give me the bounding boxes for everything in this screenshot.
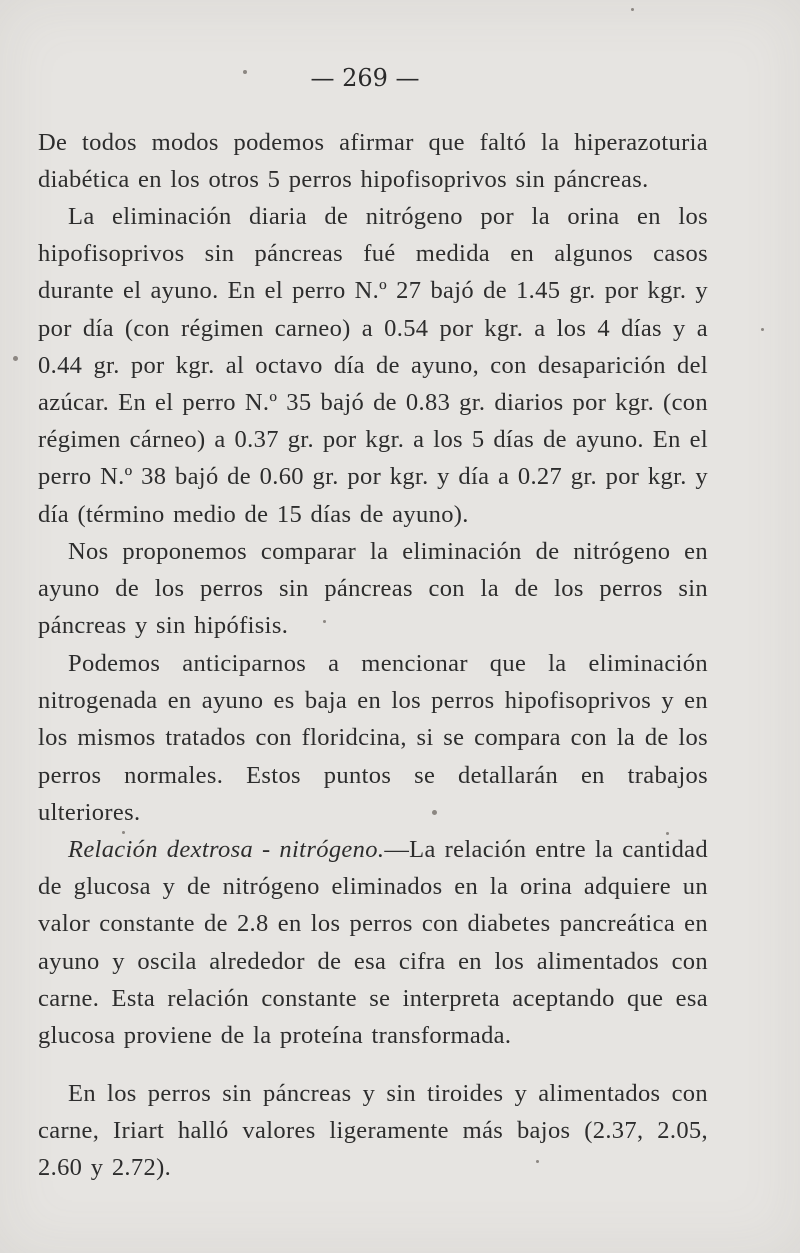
paper-speck [243,70,247,74]
paragraph-1: De todos modos podemos afirmar que faltó la hiperazoturia diabética en los otros 5 perros hipofisoprivos sin páncreas. [38,129,708,194]
paper-speck [432,810,437,815]
paper-speck [631,8,634,11]
paper-speck [536,1160,539,1163]
paragraph-3: Nos proponemos comparar la eliminación de nitrógeno en ayuno de los perros sin páncreas con la de los perros sin páncreas y sin hipófisis. [38,538,708,640]
paragraph-6: En los perros sin páncreas y sin tiroides y alimentados con carne, Iriart halló valores ligeramente más bajos (2.37, 2.05, 2.60 y 2.72). [38,1080,708,1182]
section-heading: Relación dextrosa - nitrógeno. [68,836,385,863]
paragraph-2: La eliminación diaria de nitrógeno por la orina en los hipofisoprivos sin páncreas fué medida en algunos casos durante el ayuno. En el perro N.º 27 bajó de 1.45 gr. por kgr. y por día (con régimen carneo) a 0.54 por kgr. a los 4 días y a 0.44 gr. por kgr. al octavo día de ayuno, con desaparición del azúcar. En el perro N.º 35 bajó de 0.83 gr. diarios por kgr. (con régimen cárneo) a 0.37 gr. por kgr. a los 5 días de ayuno. En el perro N.º 38 bajó de 0.60 gr. por kgr. y día a 0.27 gr. por kgr. y día (término medio de 15 días de ayuno). [38,203,708,528]
page-number: — 269 — [310,64,420,92]
paper-speck [13,356,18,361]
paper-speck [323,620,326,623]
paper-speck [666,832,669,835]
paper-speck [122,831,125,834]
paragraph-5-body: —La relación entre la cantidad de glucosa y de nitrógeno eliminados en la orina adquiere un valor constante de 2.8 en los perros con diabetes pancreática en ayuno y oscila alrededor de esa cifra en los alimentados con carne. Esta relación constante se interpreta aceptando que esa glucosa proviene de la proteína transformada. [38,836,708,1050]
paragraph-4: Podemos anticiparnos a mencionar que la eliminación nitrogenada en ayuno es baja en los perros hipofisoprivos y en los mismos tratados con floridcina, si se compara con la de los perros normales. Estos puntos se detallarán en trabajos ulteriores. [38,650,708,826]
paper-speck [761,328,764,331]
paragraph-5 [38,831,708,1054]
